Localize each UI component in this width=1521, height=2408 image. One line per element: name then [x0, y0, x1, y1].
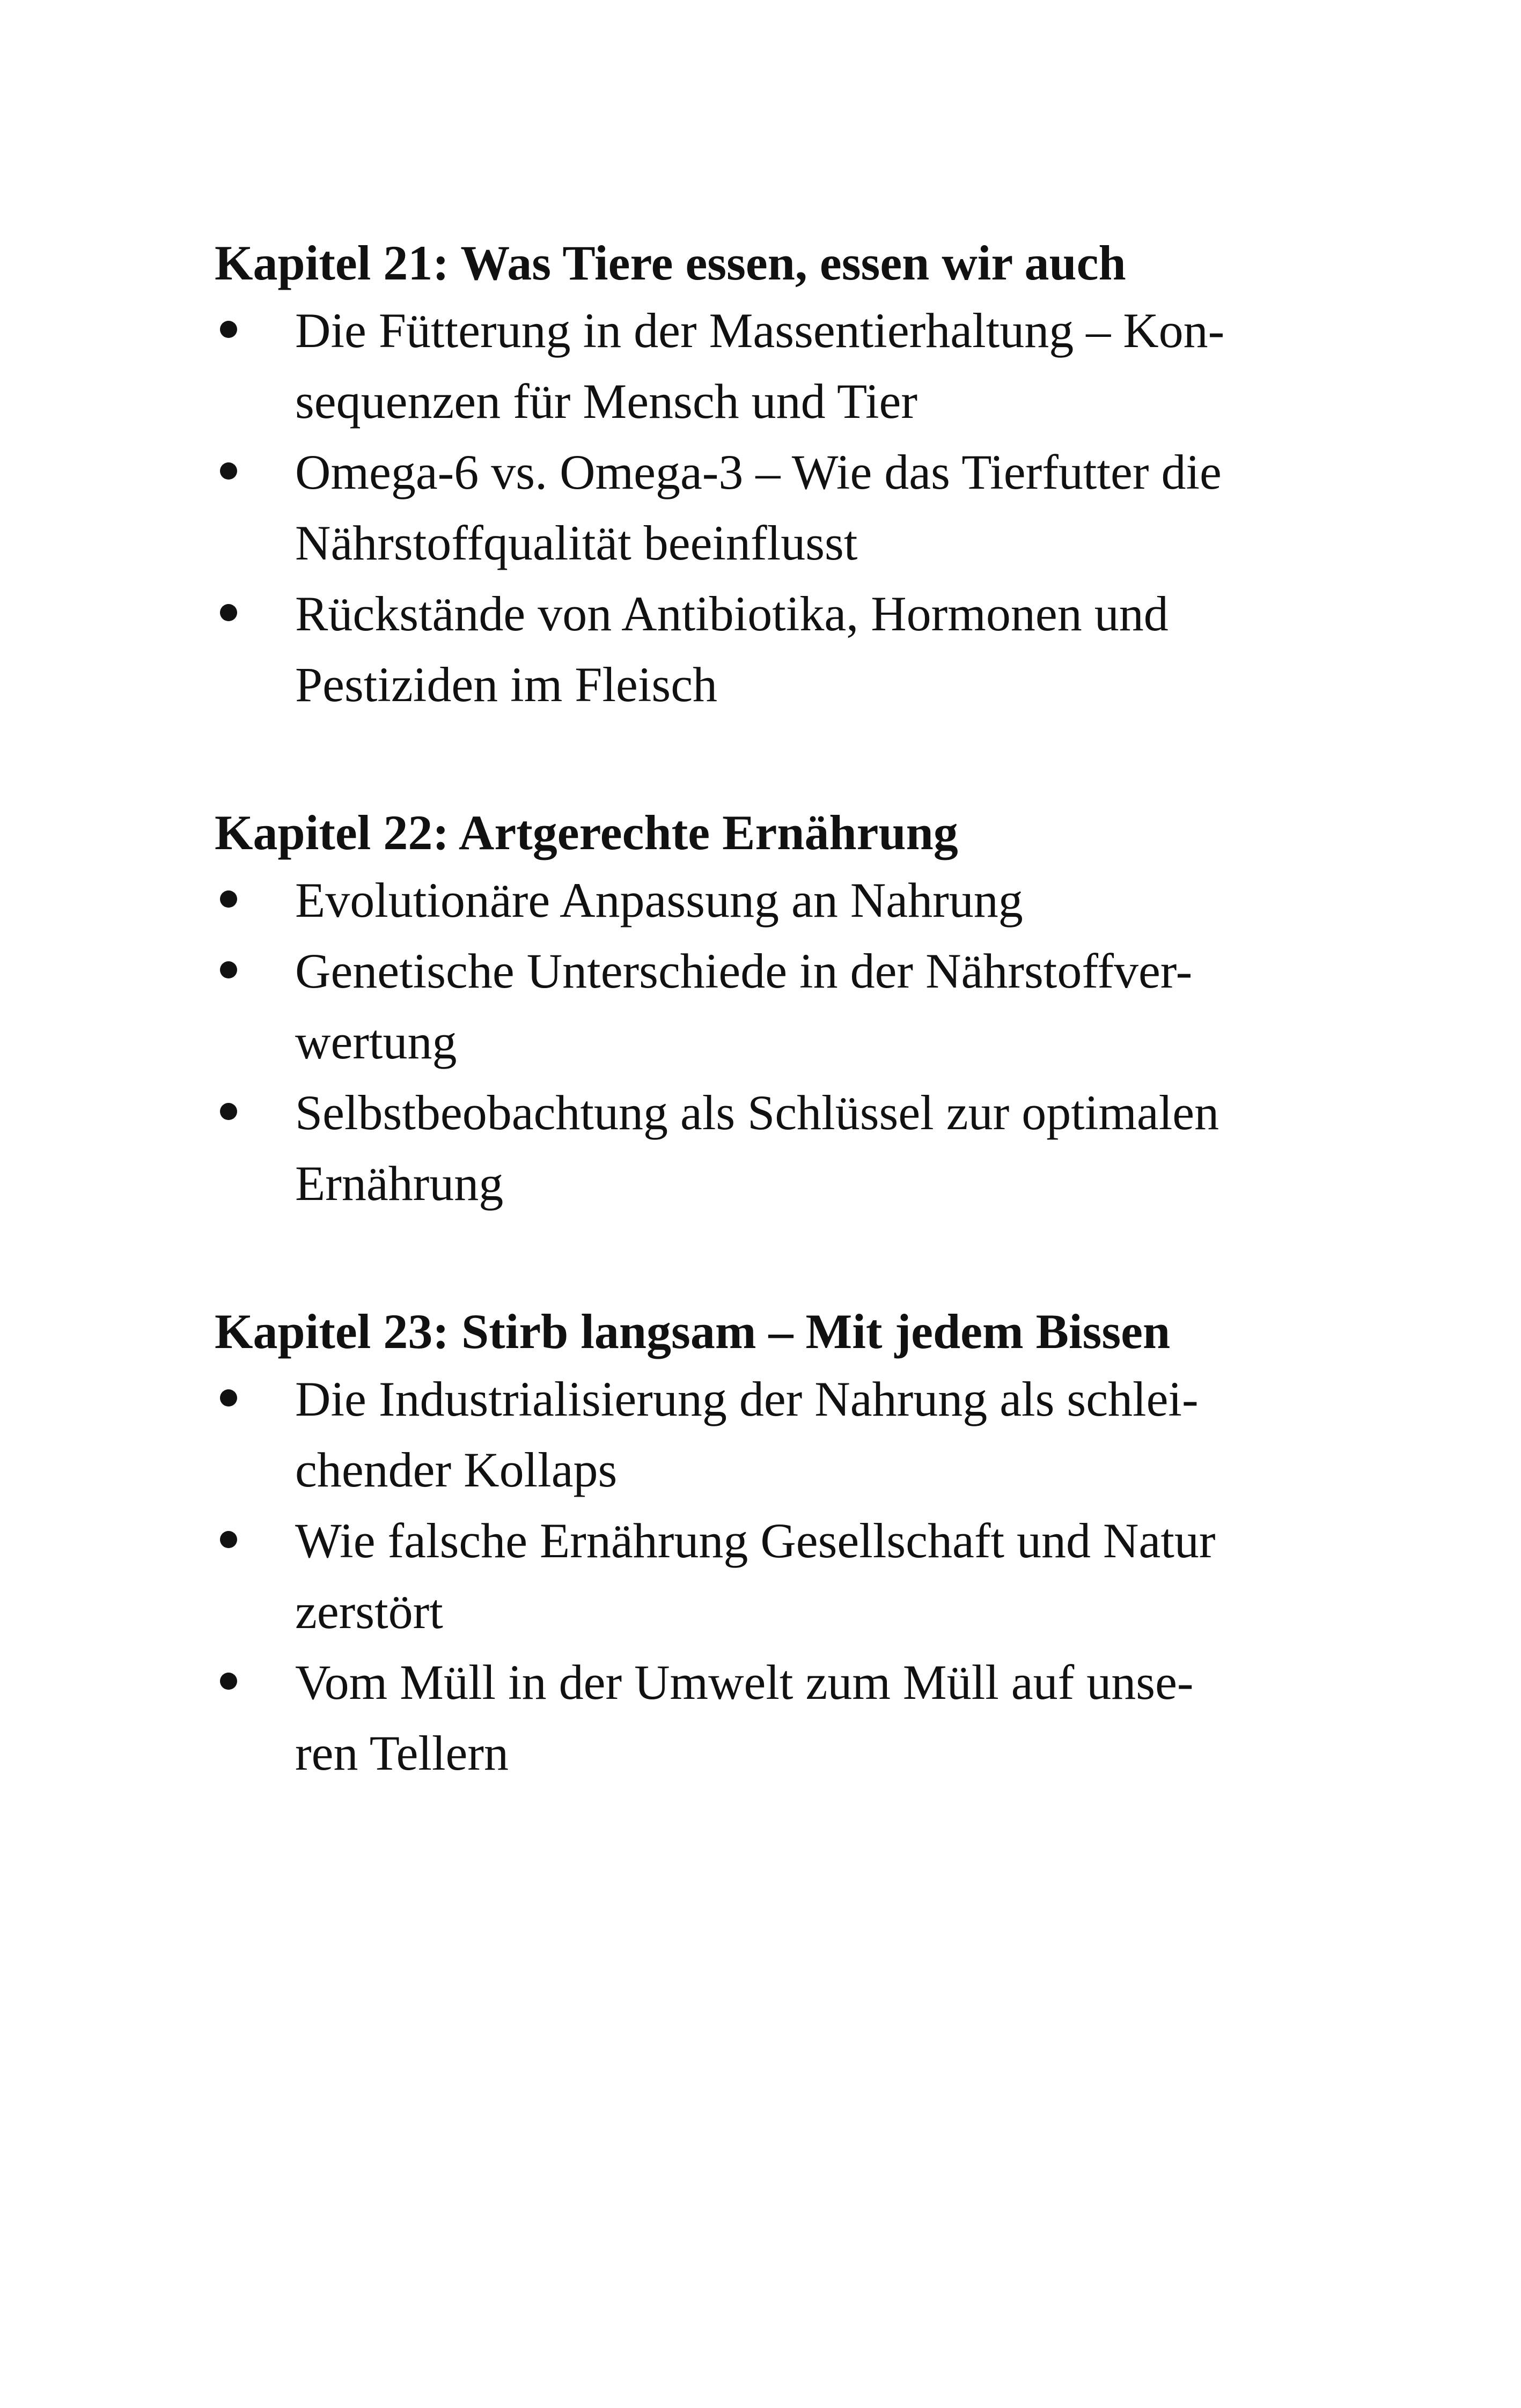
item-line: Genetische Unterschiede in der Nährstoffver-	[295, 944, 1193, 998]
bullet-icon	[220, 1103, 237, 1120]
list-item	[215, 1077, 1341, 1219]
bullet-list	[215, 865, 1341, 1219]
bullet-list	[215, 1364, 1341, 1788]
item-line: Nährstoffqualität beeinflusst	[295, 516, 858, 570]
item-line: Selbstbeobachtung als Schlüssel zur optimalen	[295, 1085, 1219, 1140]
item-line: zerstört	[295, 1584, 443, 1639]
item-line: Vom Müll in der Umwelt zum Müll auf unse-	[295, 1655, 1194, 1710]
bullet-icon	[220, 321, 237, 338]
bullet-list	[215, 295, 1341, 720]
bullet-icon	[220, 1673, 237, 1690]
item-line: Wie falsche Ernährung Gesellschaft und Natur	[295, 1513, 1216, 1568]
list-item	[215, 295, 1341, 437]
item-line: Evolutionäre Anpassung an Nahrung	[295, 873, 1023, 927]
bullet-icon	[220, 1531, 237, 1548]
bullet-icon	[220, 1389, 237, 1406]
chapter-title: Kapitel 21: Was Tiere essen, essen wir auch	[215, 235, 1126, 290]
list-item	[215, 578, 1341, 720]
item-line: Pestiziden im Fleisch	[295, 657, 718, 712]
bullet-icon	[220, 604, 237, 621]
item-line: Die Fütterung in der Massentierhaltung – Kon-	[295, 303, 1225, 358]
chapter-title: Kapitel 23: Stirb langsam – Mit jedem Bissen	[215, 1304, 1171, 1359]
list-item	[215, 1647, 1341, 1788]
chapter-21	[215, 231, 1341, 720]
item-line: sequenzen für Mensch und Tier	[295, 374, 918, 429]
bullet-icon	[220, 462, 237, 480]
item-line: Omega-6 vs. Omega-3 – Wie das Tierfutter die	[295, 445, 1222, 499]
item-line: Die Industrialisierung der Nahrung als schlei-	[295, 1372, 1199, 1426]
item-line: wertung	[295, 1014, 457, 1069]
list-item	[215, 1364, 1341, 1505]
list-item	[215, 437, 1341, 578]
document-page	[215, 231, 1341, 1788]
item-line: ren Tellern	[295, 1726, 509, 1780]
chapter-23	[215, 1299, 1341, 1788]
item-line: Ernährung	[295, 1156, 504, 1211]
item-line: chender Kollaps	[295, 1442, 618, 1497]
list-item	[215, 1505, 1341, 1647]
bullet-icon	[220, 961, 237, 978]
bullet-icon	[220, 890, 237, 908]
list-item	[215, 865, 1341, 936]
chapter-22	[215, 800, 1341, 1219]
item-line: Rückstände von Antibiotika, Hormonen und	[295, 586, 1169, 641]
chapter-title: Kapitel 22: Artgerechte Ernährung	[215, 805, 958, 860]
list-item	[215, 936, 1341, 1077]
